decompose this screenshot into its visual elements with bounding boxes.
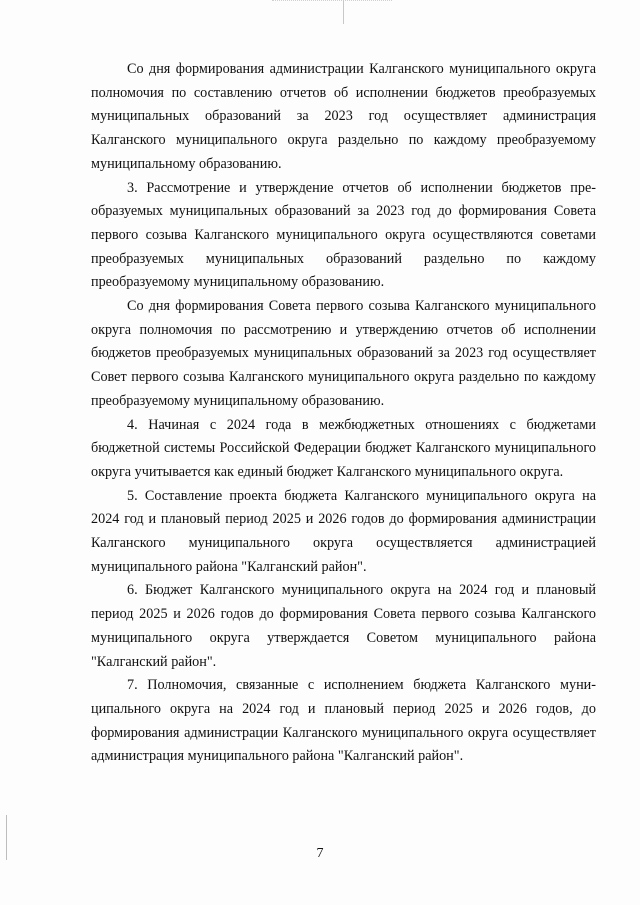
paragraph-7: 7. Полномочия, связанные с исполнением бюджета Калганского муниципального округа на 2024 год и плановый период 2025 и 2026 годов, до формирования администрации Калганского муниципального округа осуществляет администрация муниципального района "Калганский район". xyxy=(91,677,596,765)
paragraph-5: 5. Составление проекта бюджета Калганского муниципального округа на 2024 год и плановый период 2025 и 2026 годов до формирования администрации Калганского муниципального округа осуществляется администрацией муниципального района "Калганский район". xyxy=(91,487,596,575)
scan-artifact-dots xyxy=(272,0,392,4)
page-number: 7 xyxy=(316,846,324,861)
paragraph-1: Со дня формирования администрации Калганского муниципального округа полномочия по составлению отчетов об исполнении бюджетов преобразуемых муниципальных образований за 2023 год осуществляет администрация Калганского муниципального округа раздельно по каждому преобразуемому муниципальному образованию. xyxy=(91,61,596,172)
paragraph-6: 6. Бюджет Калганского муниципального округа на 2024 год и плановый период 2025 и 2026 годов до формирования Совета первого созыва Калганского муниципального округа утверждается Советом муниципального района "Калганский район". xyxy=(91,582,596,670)
scan-artifact-line xyxy=(343,0,344,24)
document-body xyxy=(91,58,596,769)
paragraph-4: 4. Начиная с 2024 года в межбюджетных отношениях с бюджетами бюджетной системы Российской Федерации бюджет Калганского муниципального округа учитывается как единый бюджет Калганского муниципального округа. xyxy=(91,416,596,480)
paragraph-2: 3. Рассмотрение и утверждение отчетов об исполнении бюджетов преобразуемых муниципальных образований за 2023 год до формирования Совета первого созыва Калганского муниципального округа осуществляются советами преобразуемых муниципальных образований раздельно по каждому преобразуемому муниципальному образованию. xyxy=(91,179,596,291)
paragraph-3: Со дня формирования Совета первого созыва Калганского муниципального округа полномочия по рассмотрению и утверждению отчетов об исполнении бюджетов преобразуемых муниципальных образований за 2023 год осуществляет Совет первого созыва Калганского муниципального округа раздельно по каждому преобразуемому муниципальному образованию. xyxy=(91,298,596,409)
